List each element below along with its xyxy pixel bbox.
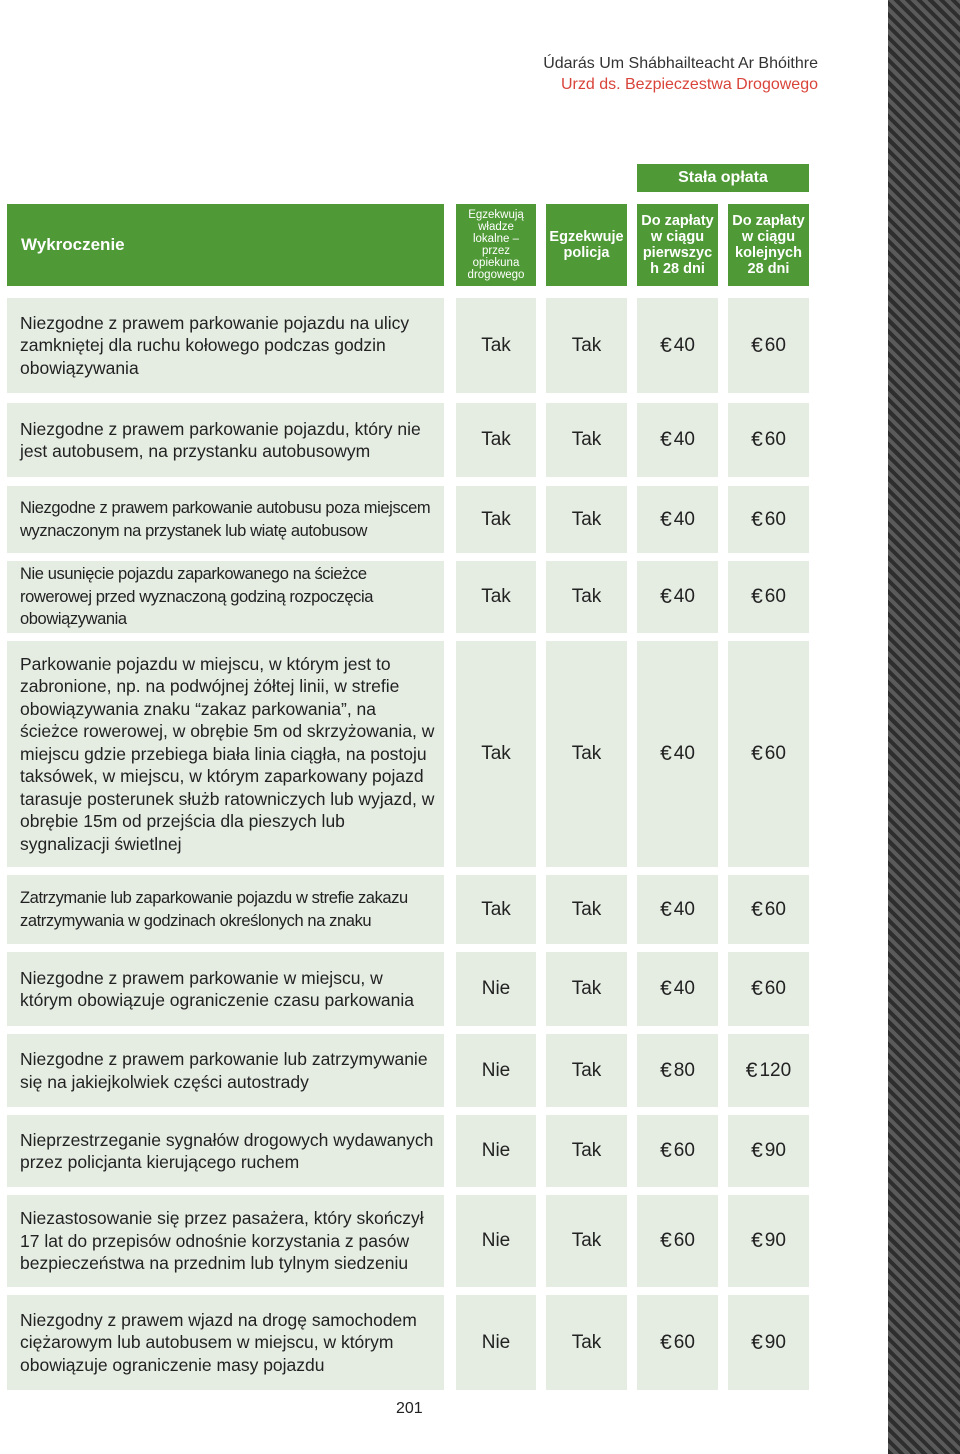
row-fee-first (637, 403, 718, 477)
row-fee-next (728, 1034, 809, 1107)
row-police: Tak (546, 403, 627, 477)
euro-icon: € (660, 585, 672, 608)
euro-icon: € (660, 897, 672, 921)
row-fee-first (637, 1115, 718, 1187)
fee-amount: 80 (673, 1059, 695, 1081)
fee-amount: 40 (673, 743, 695, 764)
fee-amount: 120 (759, 1059, 792, 1081)
agency-name-irish: Údarás Um Shábhailteacht Ar Bhóithre (543, 55, 818, 72)
fee-amount: 60 (764, 978, 786, 999)
fee-amount: 60 (764, 586, 786, 607)
row-fee-first (637, 641, 718, 867)
row-offence: Niezastosowanie się przez pasażera, który skończył 17 lat do przepisów odnośnie korzystania z pasów bezpieczeństwa na przednim lub tylnym siedzeniu (7, 1195, 444, 1287)
row-fee-next (728, 1115, 809, 1187)
row-police: Tak (546, 641, 627, 867)
row-fee-next (728, 298, 809, 393)
euro-icon: € (751, 1330, 763, 1354)
row-fee-first (637, 952, 718, 1026)
euro-icon: € (660, 742, 672, 765)
row-police: Tak (546, 1295, 627, 1390)
row-local: Tak (456, 486, 536, 553)
row-offence: Niezgodne z prawem parkowanie autobusu poza miejscem wyznaczonym na przystanek lub wiatę autobusow (7, 486, 444, 553)
euro-icon: € (660, 1139, 672, 1162)
row-fee-first (637, 486, 718, 553)
row-local: Nie (456, 1195, 536, 1287)
euro-icon: € (660, 333, 672, 357)
row-police: Tak (546, 952, 627, 1026)
euro-icon: € (751, 977, 763, 1000)
row-offence: Niezgodne z prawem parkowanie pojazdu, który nie jest autobusem, na przystanku autobusowym (7, 403, 444, 477)
fee-amount: 60 (673, 1140, 695, 1161)
euro-icon: € (660, 1229, 672, 1252)
euro-icon: € (660, 1330, 672, 1354)
row-local: Tak (456, 641, 536, 867)
header-first-28-days: Do zapłaty w ciągu pierwszyc h 28 dni (637, 204, 718, 286)
fee-amount: 40 (673, 429, 695, 450)
page-number: 201 (396, 1400, 423, 1417)
euro-icon: € (751, 1139, 763, 1162)
fee-amount: 60 (764, 429, 786, 450)
euro-icon: € (751, 742, 763, 765)
row-fee-first (637, 298, 718, 393)
fee-amount: 60 (764, 334, 786, 356)
euro-icon: € (660, 977, 672, 1000)
row-local: Nie (456, 1034, 536, 1107)
row-fee-next (728, 875, 809, 944)
header-next-28-days: Do zapłaty w ciągu kolejnych 28 dni (728, 204, 809, 286)
row-local: Nie (456, 1115, 536, 1187)
euro-icon: € (751, 507, 763, 531)
fee-amount: 40 (673, 898, 695, 920)
euro-icon: € (745, 1058, 758, 1082)
row-offence: Nie usunięcie pojazdu zaparkowanego na ścieżce rowerowej przed wyznaczoną godziną rozpoczęcia obowiązywania (7, 561, 444, 633)
row-offence: Niezgodne z prawem parkowanie w miejscu, w którym obowiązuje ograniczenie czasu parkowania (7, 952, 444, 1026)
row-offence: Niezgodny z prawem wjazd na drogę samochodem ciężarowym lub autobusem w miejscu, w którym obowiązuje ograniczenie masy pojazdu (7, 1295, 444, 1390)
fee-amount: 40 (673, 978, 695, 999)
euro-icon: € (751, 897, 763, 921)
row-offence: Niezgodne z prawem parkowanie lub zatrzymywanie się na jakiejkolwiek części autostrady (7, 1034, 444, 1107)
header-police: Egzekwuje policja (546, 204, 627, 286)
row-offence: Zatrzymanie lub zaparkowanie pojazdu w strefie zakazu zatrzymywania w godzinach określonych na znaku (7, 875, 444, 944)
row-police: Tak (546, 1034, 627, 1107)
fee-amount: 40 (673, 508, 695, 530)
header-local-authority: Egzekwują władze lokalne – przez opiekuna drogowego (456, 204, 536, 286)
row-fee-next (728, 952, 809, 1026)
row-local: Nie (456, 1295, 536, 1390)
euro-icon: € (660, 1058, 672, 1082)
row-fee-next (728, 641, 809, 867)
euro-icon: € (660, 507, 672, 531)
row-fee-first (637, 561, 718, 633)
row-local: Tak (456, 403, 536, 477)
euro-icon: € (751, 1229, 763, 1252)
row-fee-first (637, 1034, 718, 1107)
fee-amount: 90 (764, 1331, 786, 1353)
row-local: Nie (456, 952, 536, 1026)
euro-icon: € (751, 585, 763, 608)
fee-amount: 60 (673, 1331, 695, 1353)
fee-amount: 90 (764, 1230, 786, 1251)
row-fee-next (728, 1295, 809, 1390)
fee-amount: 60 (764, 743, 786, 764)
fee-amount: 40 (673, 586, 695, 607)
euro-icon: € (660, 428, 672, 451)
header-offence: Wykroczenie (7, 204, 444, 286)
row-offence: Nieprzestrzeganie sygnałów drogowych wydawanych przez policjanta kierującego ruchem (7, 1115, 444, 1187)
fixed-charge-header: Stała opłata (637, 164, 809, 192)
row-fee-next (728, 403, 809, 477)
agency-name-polish: Urzd ds. Bezpieczestwa Drogowego (560, 76, 818, 93)
row-police: Tak (546, 298, 627, 393)
euro-icon: € (751, 333, 763, 357)
row-police: Tak (546, 486, 627, 553)
row-fee-first (637, 1195, 718, 1287)
row-local: Tak (456, 298, 536, 393)
row-fee-next (728, 486, 809, 553)
row-fee-first (637, 1295, 718, 1390)
row-police: Tak (546, 561, 627, 633)
fee-amount: 90 (764, 1140, 786, 1161)
row-fee-next (728, 1195, 809, 1287)
row-local: Tak (456, 561, 536, 633)
row-fee-next (728, 561, 809, 633)
fee-amount: 40 (673, 334, 695, 356)
euro-icon: € (751, 428, 763, 451)
row-offence: Niezgodne z prawem parkowanie pojazdu na ulicy zamkniętej dla ruchu kołowego podczas godzin obowiązywania (7, 298, 444, 393)
fee-amount: 60 (764, 508, 786, 530)
fee-amount: 60 (764, 898, 786, 920)
row-offence: Parkowanie pojazdu w miejscu, w którym jest to zabronione, np. na podwójnej żółtej linii, w strefie obowiązywania znaku “zakaz parkowania”, na ścieżce rowerowej, w obrębie 5m od skrzyżowania, w miejscu gdzie przebiega biała linia ciągła, na postoju taksówek, w miejscu, w którym zaparkowany pojazd tarasuje posterunek służb ratowniczych lub wyjazd, w obrębie 15m od przejścia dla pieszych lub sygnalizacji świetlnej (7, 641, 444, 867)
row-fee-first (637, 875, 718, 944)
row-local: Tak (456, 875, 536, 944)
row-police: Tak (546, 1115, 627, 1187)
row-police: Tak (546, 875, 627, 944)
fee-amount: 60 (673, 1230, 695, 1251)
row-police: Tak (546, 1195, 627, 1287)
decorative-stripe (888, 0, 960, 1454)
